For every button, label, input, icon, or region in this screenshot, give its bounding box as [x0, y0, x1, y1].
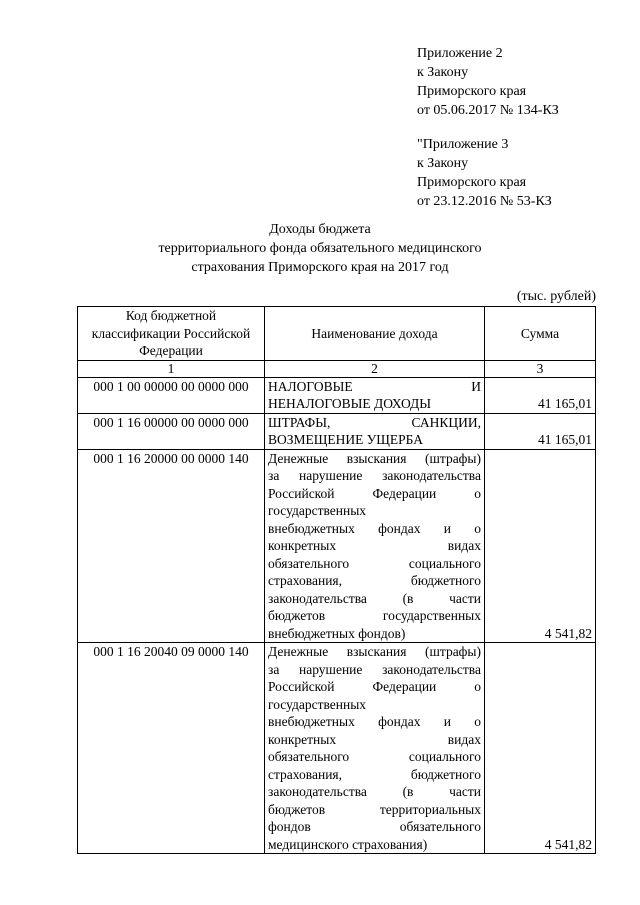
header-name: Наименование дохода: [265, 307, 485, 361]
table-row: [78, 413, 596, 449]
table-row: [78, 643, 596, 854]
row-sum: 4 541,82: [485, 643, 596, 854]
row-name-line: законодательства (в части: [268, 784, 481, 799]
column-number: 1: [78, 360, 265, 377]
table-row: [78, 377, 596, 413]
row-name: [265, 643, 485, 854]
appendix-line: "Приложение 3: [417, 137, 509, 152]
title-line: Доходы бюджета: [269, 222, 371, 237]
row-name-line: государственных: [268, 503, 367, 518]
appendix-original-reference: [417, 135, 552, 211]
appendix-line: к Закону: [417, 65, 469, 80]
row-name-line: Денежные взыскания (штрафы): [268, 450, 481, 466]
header-code: [78, 307, 265, 361]
row-name: [265, 413, 485, 449]
row-name-line: конкретных видах: [268, 538, 481, 553]
table-row: [78, 449, 596, 643]
row-name: [265, 377, 485, 413]
row-name-line: обязательного социального: [268, 555, 481, 571]
row-name-line: за нарушение законодательства: [268, 468, 481, 483]
column-number: 2: [265, 360, 485, 377]
table-header-row: [78, 307, 596, 361]
appendix-line: от 23.12.2016 № 53-КЗ: [417, 194, 552, 209]
row-name-line: Денежные взыскания (штрафы): [268, 644, 481, 659]
table-body: [78, 377, 596, 854]
row-name-line: ВОЗМЕЩЕНИЕ УЩЕРБА: [268, 432, 424, 447]
row-name-line: страхования, бюджетного: [268, 573, 481, 588]
appendix-line: Приложение 2: [417, 46, 503, 61]
row-name-line: внебюджетных фондах и о: [268, 714, 481, 729]
row-name-line: Российской Федерации о: [268, 679, 481, 694]
appendix-current-reference: [417, 44, 559, 120]
row-sum: 4 541,82: [485, 449, 596, 643]
row-name-line: НАЛОГОВЫЕ И: [268, 378, 481, 394]
row-name-line: внебюджетных фондов): [268, 625, 406, 641]
row-sum: 41 165,01: [485, 377, 596, 413]
document-title: [0, 220, 640, 277]
row-sum: 41 165,01: [485, 413, 596, 449]
header-code-line: Код бюджетной: [125, 308, 217, 323]
column-number: 3: [485, 360, 596, 377]
row-name-line: государственных: [268, 696, 367, 712]
row-name-line: медицинского страхования): [268, 836, 428, 852]
appendix-line: Приморского края: [417, 175, 527, 190]
row-name-line: бюджетов территориальных: [268, 801, 481, 817]
appendix-line: к Закону: [417, 156, 469, 171]
row-code: 000 1 16 20000 00 0000 140: [78, 449, 265, 643]
row-name-line: бюджетов государственных: [268, 608, 481, 623]
row-name-line: ШТРАФЫ, САНКЦИИ,: [268, 414, 481, 430]
title-line: страхования Приморского края на 2017 год: [191, 260, 449, 275]
appendix-line: Приморского края: [417, 84, 527, 99]
header-code-line: Федерации: [139, 343, 203, 358]
row-name-line: конкретных видах: [268, 731, 481, 747]
revenue-table: [77, 306, 596, 854]
row-code: 000 1 16 00000 00 0000 000: [78, 413, 265, 449]
units-label: (тыс. рублей): [516, 289, 596, 304]
header-code-line: классификации Российской: [91, 325, 251, 341]
row-name-line: НЕНАЛОГОВЫЕ ДОХОДЫ: [268, 396, 432, 411]
column-number-row: [78, 360, 596, 377]
row-name-line: внебюджетных фондах и о: [268, 520, 481, 536]
row-name: [265, 449, 485, 643]
appendix-line: от 05.06.2017 № 134-КЗ: [417, 103, 559, 118]
row-name-line: законодательства (в части: [268, 590, 481, 606]
title-line: территориального фонда обязательного медицинского: [158, 241, 482, 256]
row-name-line: обязательного социального: [268, 749, 481, 764]
row-name-line: фондов обязательного: [268, 819, 481, 834]
row-code: 000 1 16 20040 09 0000 140: [78, 643, 265, 854]
row-name-line: страхования, бюджетного: [268, 766, 481, 782]
row-code: 000 1 00 00000 00 0000 000: [78, 377, 265, 413]
row-name-line: Российской Федерации о: [268, 485, 481, 501]
header-sum: Сумма: [485, 307, 596, 361]
row-name-line: за нарушение законодательства: [268, 661, 481, 677]
